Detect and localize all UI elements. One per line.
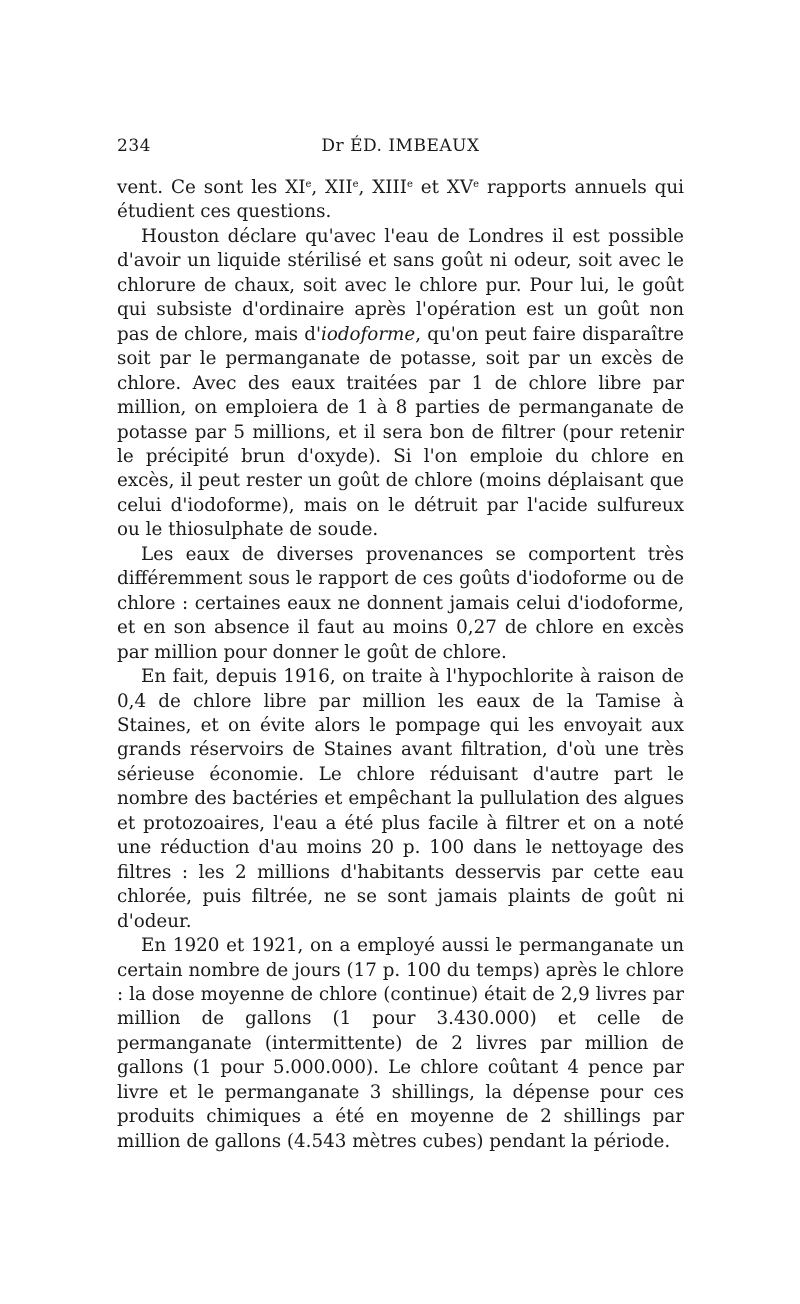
paragraph — [117, 665, 684, 934]
text-run: , qu'on peut faire disparaître soit par le permanganate de potasse, soit par un excès de chlore. Avec des eaux traitées par 1 de chlore libre par million, on emploiera de 1 à 8 parties de permanganate de potasse par 5 millions, et il sera bon de filtrer (pour retenir le précipité brun d'oxyde). Si l'on emploie du chlore en excès, il peut rester un goût de chlore (moins déplaisant que celui d'iodoforme), mais on le détruit par l'acide sulfureux ou le thiosulphate de soude. — [117, 323, 684, 541]
running-header — [117, 136, 684, 166]
body-text — [117, 176, 684, 1154]
text-run: vent. Ce sont les XI — [117, 177, 306, 198]
paragraph — [117, 225, 684, 543]
book-page — [117, 136, 684, 1154]
text-run: Houston déclare qu'avec l'eau de Londres il est possible d'avoir un liquide stérilisé et sans goût ni odeur, soit avec le chlorure de chaux, soit avec le chlore pur. Pour lui, le goût qui subsiste d'ordinaire après l'opération est un goût non pas de chlore, mais d' — [117, 225, 684, 345]
text-run: En 1920 et 1921, on a employé aussi le permanganate un certain nombre de jours (17 p. 100 du temps) après le chlore : la dose moyenne de chlore (continue) était de 2,9 livres par million de gallons (1 pour 3.430.000) et celle de permanganate (intermittente) de 2 livres par million de gallons (1 pour 5.000.000). Le chlore coûtant 4 pence par livre et le permanganate 3 shillings, la dépense pour ces produits chimiques a été en moyenne de 2 shillings par million de gallons (4.543 mètres cubes) pendant la période. — [117, 935, 684, 1152]
text-run: , XIII — [358, 177, 407, 198]
paragraph — [117, 543, 684, 665]
italic-term: iodoforme — [320, 323, 416, 345]
running-title: Dr ÉD. IMBEAUX — [321, 136, 480, 156]
text-run: Les eaux de diverses provenances se comportent très différemment sous le rapport de ces goûts d'iodoforme ou de chlore : certaines eaux ne donnent jamais celui d'iodoforme, et en son absence il faut au moins 0,27 de chlore en excès par million pour donner le goût de chlore. — [117, 543, 684, 663]
text-run: , XII — [311, 177, 353, 198]
page-number: 234 — [117, 136, 151, 156]
text-run: et XV — [412, 177, 474, 198]
paragraph — [117, 934, 684, 1154]
superscript: e — [473, 179, 480, 190]
text-run: En fait, depuis 1916, on traite à l'hypochlorite à raison de 0,4 de chlore libre par million les eaux de la Tamise à Staines, et on évite alors le pompage qui les envoyait aux grands réservoirs de Staines avant filtration, d'où une très sérieuse économie. Le chlore réduisant d'autre part le nombre des bactéries et empêchant la pullulation des algues et protozoaires, l'eau a été plus facile à filtrer et on a noté une réduction d'au moins 20 p. 100 dans le nettoyage des filtres : les 2 millions d'habitants desservis par cette eau chlorée, puis filtrée, ne se sont jamais plaints de goût ni d'odeur. — [117, 666, 684, 932]
superscript: e — [406, 179, 413, 190]
paragraph — [117, 176, 684, 225]
superscript: e — [305, 179, 312, 190]
text-run: rapports annuels qui étudient ces questions. — [117, 177, 684, 223]
superscript: e — [352, 179, 359, 190]
